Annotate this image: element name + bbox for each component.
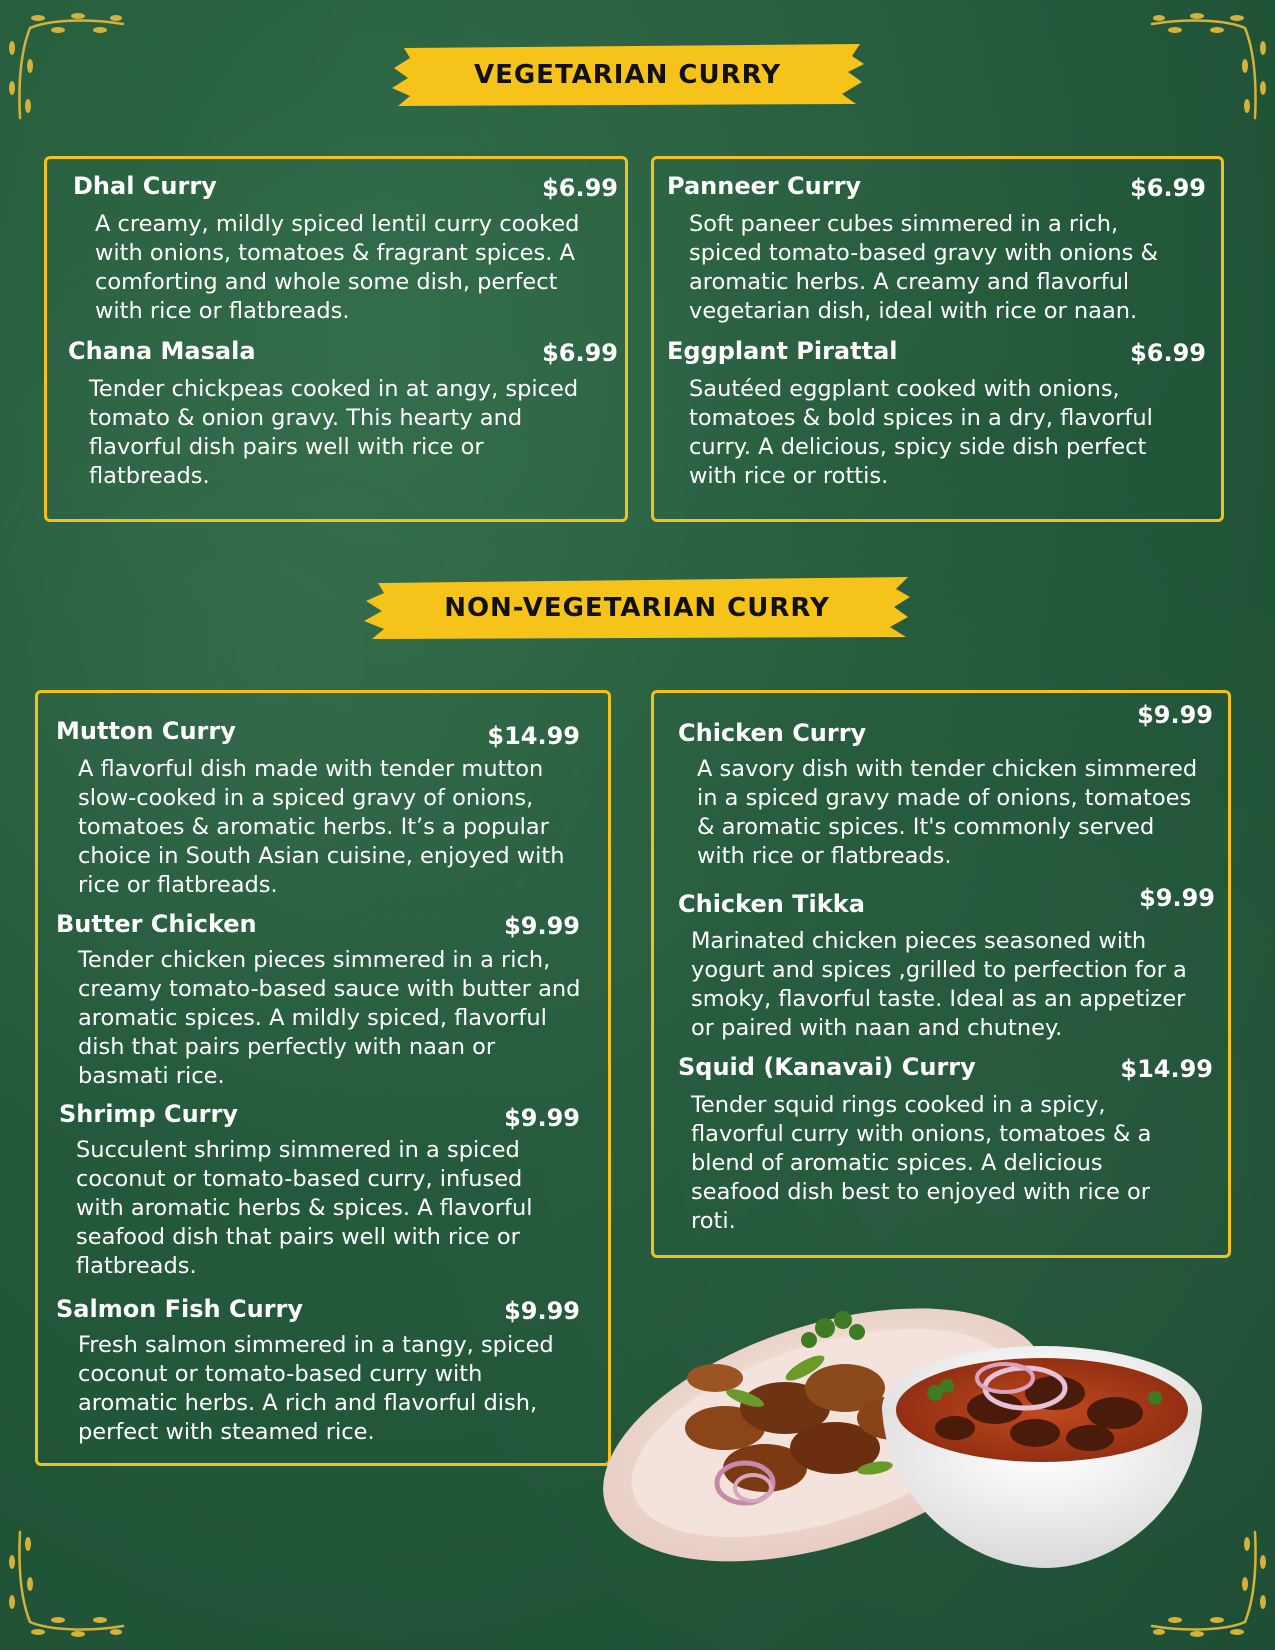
item-description: Marinated chicken pieces seasoned with yogurt and spices ,grilled to perfection for a smoky, flavorful taste. Ideal as an appetizer or paired with naan and chutney. bbox=[691, 928, 1187, 1041]
item-name: Dhal Curry bbox=[73, 172, 217, 200]
vegetarian-section-banner bbox=[390, 42, 865, 108]
item-name: Chicken Curry bbox=[678, 719, 867, 747]
item-description: A creamy, mildly spiced lentil curry cooked with onions, tomatoes & fragrant spices. A comforting and whole some dish, perfect with rice or flatbreads. bbox=[95, 211, 580, 324]
item-name: Butter Chicken bbox=[56, 910, 257, 938]
item-description: Tender chickpeas cooked in at angy, spiced tomato & onion gravy. This hearty and flavorful dish pairs well with rice or flatbreads. bbox=[89, 376, 579, 489]
item-name: Chana Masala bbox=[68, 337, 256, 365]
item-description: Succulent shrimp simmered in a spiced coconut or tomato-based curry, infused with aromatic herbs & spices. A flavorful seafood dish that pairs well with rice or flatbreads. bbox=[76, 1137, 533, 1279]
item-price: $9.99 bbox=[504, 1297, 580, 1325]
item-price: $9.99 bbox=[1139, 884, 1215, 912]
non-vegetarian-section-banner bbox=[362, 575, 912, 641]
item-description: Tender squid rings cooked in a spicy, flavorful curry with onions, tomatoes & a blend of aromatic spices. A delicious seafood dish best to enjoyed with rice or roti. bbox=[691, 1092, 1152, 1234]
curry-dishes-photo bbox=[595, 1268, 1205, 1598]
item-description: Tender chicken pieces simmered in a rich, creamy tomato-based sauce with butter and aromatic spices. A mildly spiced, flavorful dish that pairs perfectly with naan or basmati rice. bbox=[78, 947, 581, 1089]
item-name: Salmon Fish Curry bbox=[56, 1295, 304, 1323]
item-price: $6.99 bbox=[542, 174, 618, 202]
item-price: $9.99 bbox=[504, 912, 580, 940]
item-name: Eggplant Pirattal bbox=[667, 337, 898, 365]
item-price: $9.99 bbox=[504, 1104, 580, 1132]
item-description: Fresh salmon simmered in a tangy, spiced coconut or tomato-based curry with aromatic herbs. A rich and flavorful dish, perfect with steamed rice. bbox=[78, 1332, 554, 1445]
item-description: Soft paneer cubes simmered in a rich, spiced tomato-based gravy with onions & aromatic herbs. A creamy and flavorful vegetarian dish, ideal with rice or naan. bbox=[689, 211, 1159, 324]
item-name: Mutton Curry bbox=[56, 717, 236, 745]
section-title: VEGETARIAN CURRY bbox=[473, 60, 782, 90]
item-price: $6.99 bbox=[1130, 339, 1206, 367]
item-price: $14.99 bbox=[487, 722, 580, 750]
item-price: $14.99 bbox=[1120, 1055, 1213, 1083]
item-name: Shrimp Curry bbox=[59, 1100, 238, 1128]
item-price: $6.99 bbox=[542, 339, 618, 367]
item-description: A savory dish with tender chicken simmered in a spiced gravy made of onions, tomatoes & aromatic spices. It's commonly served with rice or flatbreads. bbox=[697, 756, 1198, 869]
item-price: $9.99 bbox=[1137, 701, 1213, 729]
golden-vine-flourish-icon bbox=[8, 1522, 128, 1642]
item-name: Squid (Kanavai) Curry bbox=[678, 1053, 976, 1081]
item-name: Chicken Tikka bbox=[678, 890, 865, 918]
item-name: Panneer Curry bbox=[667, 172, 862, 200]
item-price: $6.99 bbox=[1130, 174, 1206, 202]
golden-vine-flourish-icon bbox=[8, 8, 128, 126]
item-description: Sautéed eggplant cooked with onions, tomatoes & bold spices in a dry, flavorful curry. A delicious, spicy side dish perfect with rice or rottis. bbox=[689, 376, 1153, 489]
item-description: A flavorful dish made with tender mutton slow-cooked in a spiced gravy of onions, tomatoes & aromatic herbs. It’s a popular choice in South Asian cuisine, enjoyed with rice or flatbreads. bbox=[78, 756, 565, 898]
golden-vine-flourish-icon bbox=[1147, 8, 1267, 126]
section-title: NON-VEGETARIAN CURRY bbox=[444, 593, 830, 623]
